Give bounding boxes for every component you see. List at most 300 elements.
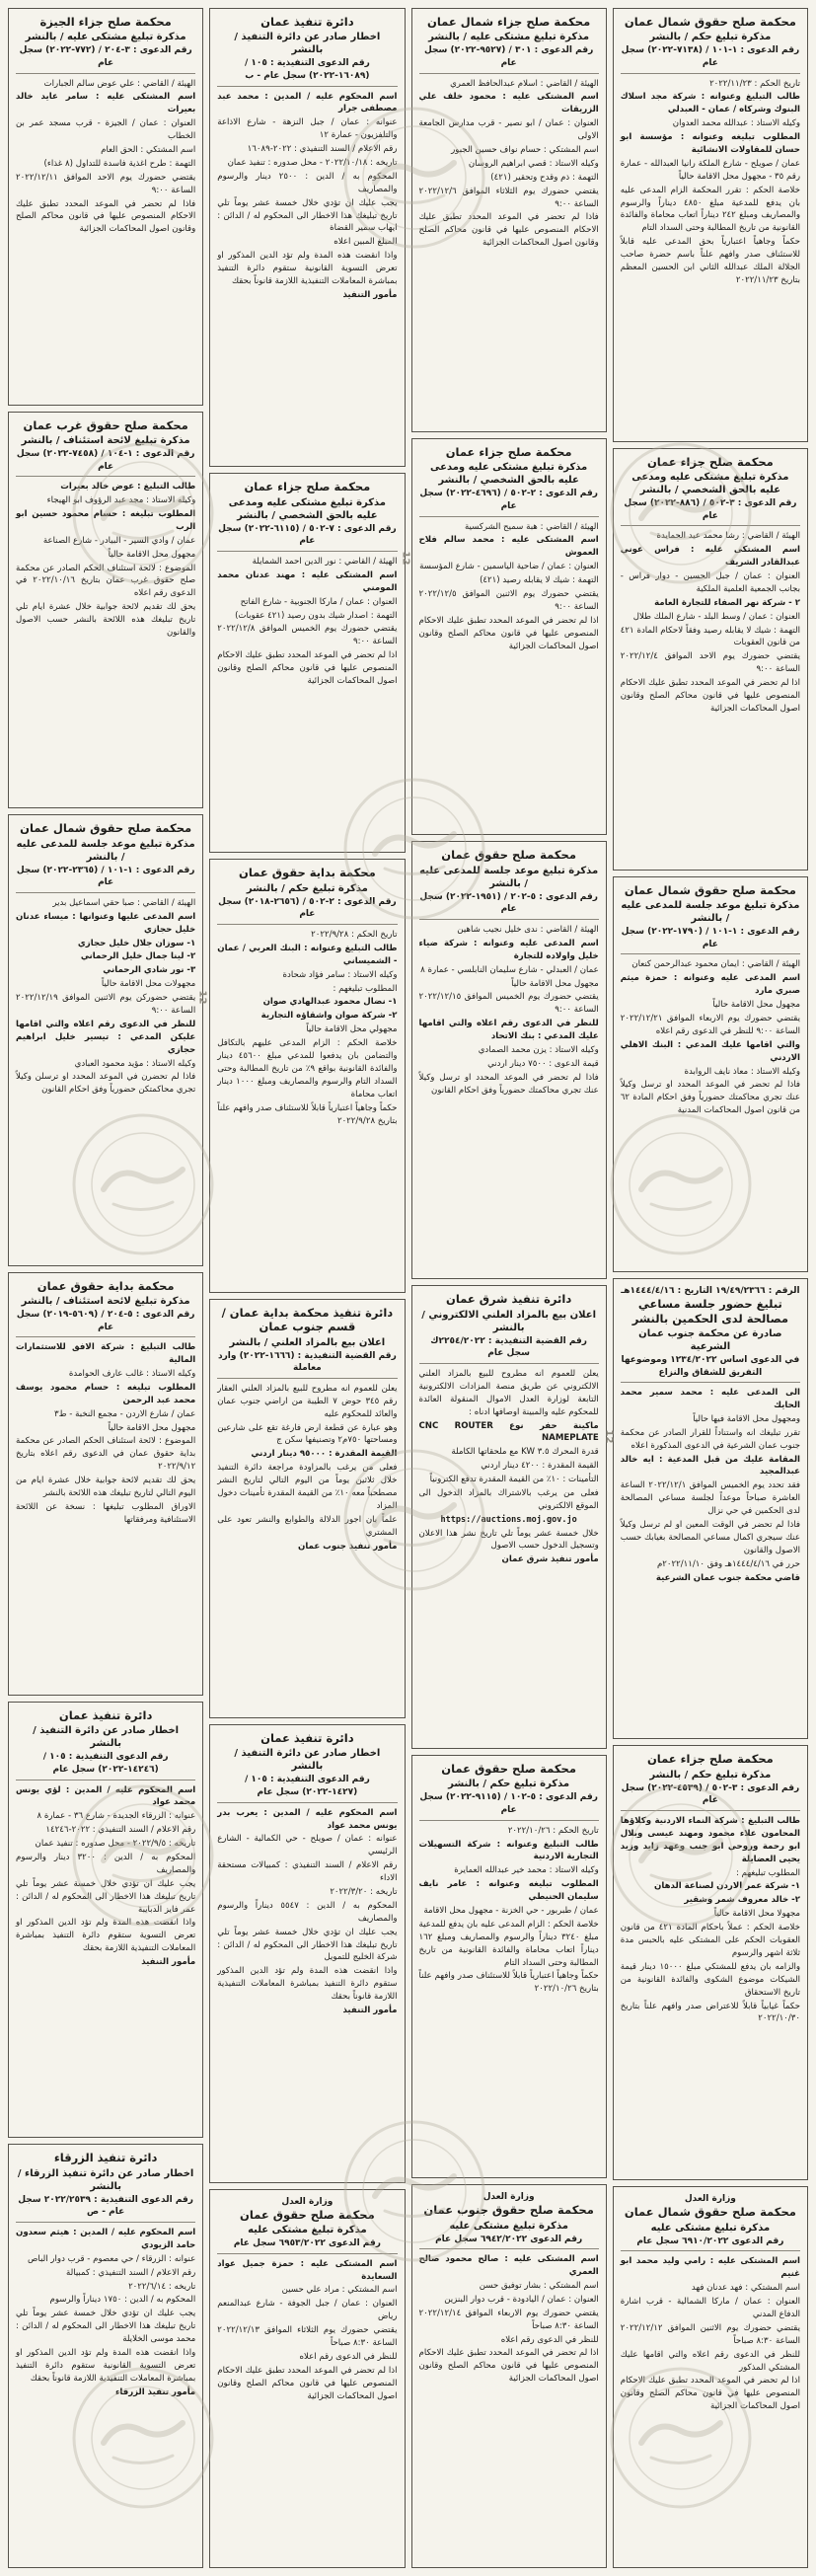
- case-number: رقم الدعوى : ٣-٢٠٤ / (٧٧٢-٢٠٢٢) سجل عام: [16, 44, 195, 73]
- notice-line: الموضوع : لائحة استئناف الحكم الصادر عن محكمة بداية حقوق عمان في الدعوى رقم اعلاه بتاريخ ٢٠٢٢/٩/١٢: [16, 1436, 196, 1473]
- notice-line: اذا لم تحضر في الموعد المحدد تطبق عليك الاحكام المنصوص عليها في قانون محاكم الصلح وقانون اصول المحاكمات الجزائية: [418, 2348, 599, 2385]
- notice-line: المطلوب تبليغهم :: [735, 1867, 800, 1878]
- notice-line: رقم الاعلام / السند التنفيذي : كمبيالة: [65, 2267, 196, 2278]
- notice-line: ١- نضال محمود عبدالهادي صوان: [262, 997, 398, 1008]
- court-name: دائرة تنفيذ عمان: [260, 15, 354, 29]
- case-number: رقم الدعوى التنفيذية : ٢٠٢٢/٢٥٣٩ سجل عام - ص: [16, 2194, 195, 2223]
- notice-line: وكيله الاستاذ : مؤيد محمود العبادي: [74, 1058, 196, 1069]
- court-name: محكمة صلح جزاء عمان: [445, 445, 572, 460]
- legal-notice: [209, 1299, 405, 1718]
- ministry-label: وزارة العدل: [281, 2196, 334, 2207]
- notice-line: خلاصة الحكم : تقرر المحكمة الزام المدعى عليه بان يدفع للمدعية مبلغ ٤٨٥٠ ديناراً والرسوم والمصاريف ومبلغ ٢٤٢ ديناراً اتعاب محاماة والفائدة القانونية من تاريخ المطالبة وحتى السداد التام: [620, 185, 800, 234]
- notice-line: المطلوب تبليغهم :: [333, 983, 398, 994]
- legal-notice: [209, 859, 405, 1293]
- columns: [8, 8, 808, 2568]
- court-name: محكمة صلح جزاء عمان: [646, 1752, 774, 1767]
- notice-line: المطلوب تبليغه وعنوانه : عامر نايف سليمان الحنيطي: [418, 1879, 599, 1903]
- notice-body: [16, 2227, 195, 2399]
- notice-line: المطلوب تبليغه وعنوانه : مؤسسة ابو حسان للمقاولات الانشائية: [620, 132, 800, 156]
- notice-line: فاذا لم تحضرن في الموعد المحدد او ترسلن وكيلاً تجري محاكمتكن حضورياً وفق احكام القانون: [16, 1072, 196, 1096]
- case-number: رقم الدعوى : ٥-٢٠٤ / (٥٦٠٩-٢٠١٩) سجل عام: [16, 1309, 195, 1337]
- notice-body: [621, 958, 800, 1117]
- notice-line: الهيئة / القاضي : ندى خليل نجيب شاهين: [457, 924, 599, 935]
- notice-type: مذكرة تبليغ حكم / بالنشر: [448, 1779, 570, 1790]
- legal-notice: [411, 438, 607, 835]
- legal-notice: [8, 8, 203, 406]
- notice-line: اسم المحكوم عليه / المدين : لؤي يونس محمد عواد: [16, 1784, 196, 1808]
- legal-notice: [613, 1745, 808, 2180]
- notice-line: العنوان : عمان / جبل الحسين - دوار فراس - بجانب الجمعية العلمية الملكية: [620, 571, 800, 594]
- notice-line: اسم المشتكي : فهد عدنان فهد: [691, 2283, 800, 2294]
- notice-line: اسم المشتكى عليه : حمزة جميل عواد السعايدة: [217, 2258, 398, 2282]
- notice-line: اسم المشتكي : بشار توفيق حسن: [479, 2281, 599, 2292]
- legal-notice: [613, 1278, 808, 1739]
- notice-line: ماكينة حفر نوع CNC ROUTER NAMEPLATE: [418, 1420, 599, 1444]
- notice-line: يقتضي حضورك يوم الثلاثاء الموافق ٢٠٢٢/١٢/٦ الساعة ٩:٠٠: [418, 186, 599, 209]
- notice-line: العنوان : عمان / جبل الجوفة - شارع عبدالمنعم رياض: [217, 2299, 398, 2322]
- page-number-mark: 12: [603, 1429, 615, 1444]
- notice-type: مذكرة تبليغ حكم / بالنشر: [649, 32, 772, 43]
- notice-line: التهمة : ذم وقدح وتحقير (٤٢١): [490, 172, 599, 183]
- notice-type: مذكرة تبليغ مشتكى عليه / بالنشر: [25, 32, 186, 43]
- notice-line: يجب عليك ان تؤدي خلال خمسة عشر يوماً تلي تاريخ تبليغك هذا الاخطار الى المحكوم له / الدائن : شركة الخليج للتمويل: [217, 1927, 398, 1963]
- notice-line: ٢ - شركة نهر الصفاء للتجارة العامة: [654, 597, 800, 608]
- court-name: محكمة صلح حقوق شمال عمان: [20, 821, 192, 836]
- notice-line: طالب التبليغ : عوض خالد بعيرات: [60, 482, 196, 492]
- notice-line: واذا انقضت هذه المدة ولم تؤد الدين المذكور او تعرض التسوية القانونية ستقوم دائرة التنفيذ بمباشرة المعاملات التنفيذية اللازمة قانوناً بحقك: [217, 251, 398, 287]
- court-name: محكمة بداية حقوق عمان: [37, 1278, 175, 1293]
- notice-line: فاذا لم تحضر في الموعد المحدد او ترسل وكيلاً عنك تجري محاكمتك حضورياً وفق احكام المادة ٦٢ من قانون اصول المحاكمات المدنية: [620, 1080, 800, 1116]
- case-number: رقم الدعوى : ٥-٢٠٢ / (١٩٥١-٢٠٢٢) سجل عام: [419, 891, 599, 920]
- court-name: محكمة صلح حقوق غرب عمان: [23, 417, 188, 432]
- page-number-mark: 12: [196, 990, 208, 1005]
- notice-line: اذا لم تحضر في الموعد المحدد تطبق عليك الاحكام المنصوص عليها في قانون محاكم الصلح وقانون اصول المحاكمات الجزائية: [418, 615, 599, 651]
- court-name: محكمة صلح حقوق عمان: [441, 1762, 576, 1777]
- notice-line: يقتضي حضورك يوم الاثنين الموافق ٢٠٢٢/١٢/١٢ الساعة ٨:٣٠ صباحاً: [620, 2322, 800, 2346]
- notice-line: القيمة المقدرة : ٤٢٠٠ دينار اردني: [481, 1461, 599, 1472]
- notice-line: قاضي محكمة جنوب عمان الشرعية: [655, 1572, 800, 1583]
- notice-line: فعلى من يرغب بالاشتراك بالمزاد الدخول الى الموقع الالكتروني: [418, 1488, 599, 1511]
- notice-line: رقم الاعلام / السند التنفيذي : كمبيالات مستحقة الاداء: [217, 1860, 398, 1884]
- case-number: رقم الدعوى التنفيذية : ١٠٥ / (١٤٢٧-٢٠٢٢) سجل عام: [217, 1774, 397, 1802]
- notice-line: الموضوع : لائحة استئناف الحكم الصادر عن محكمة صلح حقوق غرب عمان بتاريخ ٢٠٢٢/١٠/١٦ في الدعوى رقم اعلاه: [16, 563, 196, 599]
- notice-line: واذا انقضت هذه المدة ولم تؤد الدين المذكور او تعرض التسوية ستقوم دائرة التنفيذ بمباشرة المعاملات التنفيذية اللازمة بحقك: [16, 1918, 196, 1954]
- notice-body: [217, 556, 397, 688]
- notice-line: وكيله الاستاذ : مجد عبد الرؤوف ابو الهيجاء: [46, 495, 196, 506]
- notice-line: مأمور التنفيذ: [342, 289, 398, 300]
- court-name: محكمة صلح حقوق شمال عمان: [624, 15, 796, 29]
- notice-line: تاريخه : ٢٠٢٢/١٠/١٨ - محل صدوره : تنفيذ عمان: [227, 158, 398, 169]
- notice-body: [16, 78, 195, 237]
- notice-line: عمان / صويلح - شارع الملكة رانيا العبدالله - عمارة رقم ٣٥ - مجهول محل الاقامة حالياً: [620, 158, 800, 182]
- notice-line: التهمة : شيك لا يقابله رصيد (٤٢١): [480, 575, 599, 586]
- page-number-mark: 12: [400, 551, 411, 566]
- notice-line: عنوانه : عمان / جبل النزهة - شارع الاذاعة والتلفزيون - عمارة ١٢: [217, 117, 398, 141]
- notice-line: يقتضي حضورك يوم الخميس الموافق ٢٠٢٢/١٢/١٥ الساعة ٩:٠٠: [418, 992, 599, 1016]
- case-number: رقم الدعوى : ١-١٠١ / (٢٣٦٥-٢٠٢٢) سجل عام: [16, 865, 195, 893]
- notice-line: اسم المشتكي : الحق العام: [101, 145, 196, 156]
- legal-notice: [8, 412, 203, 809]
- notice-type: مذكرة تبليغ مشتكى عليه: [449, 2220, 568, 2232]
- notice-line: واذا انقضت هذه المدة ولم تؤد الدين المذكور او تعرض التسوية القانونية ستقوم دائرة التنفيذ بمباشرة المعاملات التنفيذية اللازمة قانوناً بحقك: [16, 2348, 196, 2384]
- notice-body: [16, 897, 195, 1097]
- notice-line: المحكوم به / الدين : ٣٢٠٠ دينار والرسوم والمصاريف: [16, 1853, 196, 1875]
- notice-line: يقتضي حضوركن يوم الاثنين الموافق ٢٠٢٢/١٢/١٩ الساعة ٩:٠٠: [16, 993, 196, 1016]
- legal-notice: [613, 2186, 808, 2568]
- notice-line: وكيله الاستاذ : غالب عارف الحوامدة: [68, 1368, 196, 1379]
- notice-line: يجب عليك ان تؤدي خلال خمسة عشر يوماً تلي تاريخ تبليغك هذا الاخطار الى المحكوم له / الدائن : محمد موسى الخلايلة: [16, 2309, 196, 2345]
- notice-line: مجهولي محل الاقامة حالياً: [306, 1024, 398, 1035]
- notice-type: صادرة عن محكمة جنوب عمان الشرعية: [638, 1327, 782, 1352]
- notice-line: للنظر في الدعوى رقم اعلاه والتي اقامها عليك المشتكي المذكور: [620, 2349, 800, 2373]
- notice-line: ١- شركة عمر الاردن لصناعة الدهان: [654, 1881, 800, 1892]
- notice-line: اسم المشتكى عليه : فراس عوني عبدالقادر الشريف: [620, 545, 800, 568]
- notice-column: [209, 8, 405, 2568]
- case-number: رقم الدعوى : ٣٠١ / (٩٥٢٧-٢٠٢٢) سجل عام: [419, 44, 599, 73]
- notice-body: [217, 1383, 397, 1553]
- notice-type: مذكرة تبليغ مشتكى عليه ومدعى عليه بالحق الشخصي / بالنشر: [228, 496, 386, 521]
- notice-line: المقامة عليك من قبل المدعية : ايه خالد عبدالمجيد: [620, 1454, 800, 1477]
- case-number: رقم القضية التنفيذية : (١٦٦٦-٢٠٢٢) وارد معاملة: [217, 1350, 397, 1379]
- case-number: رقم الدعوى : ٣-٥٠٢ / (٨٨٦-٢٠٢٢) سجل عام: [621, 497, 800, 526]
- notice-line: اسم المشتكى عليه : محمود خلف علي الزريقات: [418, 92, 599, 115]
- court-name: محكمة صلح جزاء شمال عمان: [427, 15, 591, 29]
- notice-line: يقتضي حضورك يوم الاربعاء الموافق ٢٠٢٢/١٢/١٤ الساعة ٨:٣٠ صباحاً: [418, 2308, 599, 2331]
- notice-line: الهيئة / القاضي : ايمان محمود عبدالرحمن كنعان: [631, 959, 800, 970]
- notice-line: طالب التبليغ وعنوانه : شركة التسهيلات التجارية الاردنية: [418, 1839, 599, 1862]
- case-number: رقم القضية التنفيذية : ٢٢٥٤/٢٠٢٢ك سجل عام: [419, 1335, 599, 1364]
- notice-line: طالب التبليغ وعنوانه : شركة مجد اسلاك البنوك وشركاه / عمان - العبدلي: [620, 92, 800, 115]
- notice-line: قدرة المحرك ٣.٥ KW مع ملحقاتها الكاملة: [451, 1447, 599, 1458]
- notice-line: خلاصة الحكم : الزام المدعى عليهم بالتكافل والتضامن بان يدفعوا للمدعي مبلغ ٤٥٦٠٠ دينار والفائدة القانونية بواقع ٩٪ من تاريخ المطالبة وحتى السداد التام والرسوم والمصاريف ومبلغ ١٠٠٠ دينار اتعاب محاماة: [217, 1038, 398, 1099]
- case-number: رقم الدعوى : ٢-٥٠٢ / (٤٦٩٦-٢٠٢٢) سجل عام: [419, 488, 599, 516]
- notice-line: اذا لم تحضر في الموعد المحدد تطبق عليك الاحكام المنصوص عليها في قانون محاكم الصلح وقانون اصول المحاكمات الجزائية: [620, 2376, 800, 2412]
- notice-line: التأمينات : ١٠٪ من القيمة المقدرة تدفع الكترونياً: [429, 1475, 599, 1485]
- notice-line: اسم المشتكى عليه : مهند عدنان محمد المومني: [217, 569, 398, 593]
- notice-line: مأمور تنفيذ الزرقاء: [114, 2387, 196, 2397]
- court-name: دائرة تنفيذ محكمة بداية عمان / قسم جنوب عمان: [221, 1305, 394, 1334]
- notice-line: عمان / العبدلي - شارع سليمان النابلسي - عمارة ٨: [420, 964, 599, 975]
- notice-line: يقتضي حضورك يوم الاحد الموافق ٢٠٢٢/١٢/٤ الساعة ٩:٠٠: [620, 651, 800, 675]
- notice-type: اخطار صادر عن دائرة تنفيذ الزرقاء / بالنشر: [17, 2167, 194, 2192]
- notice-line: ٢- خالد معروف شمر وشقير: [684, 1895, 800, 1906]
- court-name: محكمة صلح جزاء عمان: [244, 480, 371, 494]
- notice-line: عنوانه : الزرقاء الجديدة - شارع ٣٦ - عمارة ٨: [37, 1811, 196, 1822]
- case-number: رقم الدعوى ٦٩٤٢/٢٠٢٢ سجل عام: [419, 2234, 599, 2250]
- court-name: دائرة تنفيذ عمان: [260, 1731, 354, 1746]
- notice-line: اسم المدعى عليه وعنوانه : حمزة ميثم صبري مارد: [620, 973, 800, 997]
- notice-line: فعلى من يرغب بالمزاودة مراجعة دائرة التنفيذ خلال ثلاثين يوماً من اليوم التالي لتاريخ النشر مصطحباً معه ١٠٪ من القيمة المقدرة تأمينات دخول المزاد: [217, 1463, 398, 1511]
- notice-line: علماً بان اجور الدلالة والطوابع والنشر تعود على المشتري: [217, 1514, 398, 1538]
- notice-line: خلال خمسة عشر يوماً تلي تاريخ نشر هذا الاعلان وتسجيل الدخول حسب الاصول: [418, 1528, 599, 1552]
- notice-line: حكماً وجاهياً اعتبارياً بحق المدعى عليه قابلاً للاستئناف صدر وافهم علناً باسم حضرة صاحب الجلالة الملك عبدالله الثاني ابن الحسين المعظم بتاريخ ٢٠٢٢/١١/٢٣: [620, 237, 800, 285]
- notice-line: العنوان : عمان / ضاحية الياسمين - شارع المؤسسة: [419, 562, 599, 572]
- court-name: محكمة صلح حقوق جنوب عمان: [423, 2203, 594, 2218]
- notice-line: والتي اقامها عليك المدعي : البنك الاهلي الاردني: [620, 1039, 800, 1063]
- notice-line: تاريخه : ٢٠٢٢/٣/٢٠: [330, 1887, 398, 1897]
- legal-notice: [8, 814, 203, 1265]
- notice-line: اسم المشتكي : مراد علي حسين: [281, 2285, 398, 2296]
- notice-line: خلاصة الحكم : عملاً باحكام المادة ٤٢١ من قانون العقوبات الحكم على المشتكى عليه بالحبس مدة ثلاثة اشهر والرسوم: [620, 1923, 800, 1958]
- notice-line: الهيئة / القاضي : هبة سميح الشركسية: [464, 521, 599, 532]
- notice-body: [16, 481, 195, 640]
- notice-type: مذكرة تبليغ حكم / بالنشر: [246, 882, 368, 894]
- notice-type: مذكرة تبليغ موعد جلسة للمدعى عليه / بالنشر: [16, 838, 195, 863]
- notice-line: عنوانه : عمان / صويلح - حي الكمالية - الشارع الرئيسي: [217, 1834, 398, 1857]
- court-name: دائرة تنفيذ الزرقاء: [53, 2151, 158, 2165]
- legal-notice: [209, 2189, 405, 2569]
- notice-line: طالب التبليغ وعنوانه : البنك العربي / عمان - الشميساني: [217, 943, 398, 966]
- notice-line: مأمور التنفيذ: [342, 2006, 398, 2016]
- notice-line: اسم المحكوم عليه / المدين : هيثم سعدون حامد الزيودي: [16, 2228, 196, 2250]
- court-name: دائرة تنفيذ شرق عمان: [446, 1292, 572, 1307]
- notice-body: [419, 78, 599, 251]
- notice-column: [613, 8, 808, 2568]
- notice-line: للنظر في الدعوى رقم اعلاه والتي اقامها عليك المدعي : بنك الاتحاد: [418, 1019, 599, 1042]
- notice-line: اسم المحكوم عليه / المدين : يعرب بدر يونس محمد عواد: [217, 1807, 398, 1831]
- notice-line: فاذا لم تحضر في الموعد المحدد تطبق عليك الاحكام المنصوص عليها في قانون محاكم الصلح وقانون اصول المحاكمات الجزائية: [418, 212, 599, 249]
- notice-line: المحكوم به / الدين : ٥٥٤٧ ديناراً والرسوم والمصاريف: [217, 1900, 398, 1924]
- notice-line: تقرر تبليغك انه واستناداً للقرار الصادر عن محكمة جنوب عمان الشرعية في الدعوى المذكورة اعلاه: [620, 1427, 800, 1451]
- notice-body: [621, 1387, 800, 1584]
- case-number: رقم الدعوى : ٢-٥٠٢ / (٢٦٥٦-٢٠١٨) سجل عام: [217, 896, 397, 925]
- notice-body: [621, 78, 800, 287]
- notice-line: الهيئة / القاضي : رشا محمد عيد الحمايدة: [656, 531, 800, 542]
- notice-line: يقتضي حضورك يوم الثلاثاء الموافق ٢٠٢٢/١٢/١٣ الساعة ٨:٣٠ صباحاً: [217, 2325, 398, 2348]
- notice-line: المحكوم به / الدين : ٢٥٠٠ دينار والرسوم والمصاريف: [217, 171, 398, 194]
- court-name: محكمة صلح حقوق عمان: [441, 848, 576, 863]
- notice-column: [411, 8, 607, 2568]
- notice-line: مجهول محل الاقامة حالياً: [108, 549, 196, 560]
- notice-line: فقد تحدد يوم الخميس الموافق ٢٠٢٢/١٢/١ الساعة العاشرة صباحاً موعداً لجلسة مساعي المصالحة لدى الحكمين في حي نزال: [620, 1480, 800, 1517]
- court-name: محكمة صلح حقوق عمان: [240, 2207, 375, 2222]
- ministry-label: الرقم : ١٩/٤٩/٢٣٦٦ التاريخ : ١٤٤٤/٤/١٦هـ: [621, 1286, 800, 1297]
- legal-notice: [613, 448, 808, 871]
- legal-notice: [411, 1285, 607, 1749]
- notice-line: العنوان : عمان / وسط البلد - شارع الملك طلال: [632, 611, 800, 622]
- notice-line: يقتضي حضورك يوم الاربعاء الموافق ٢٠٢٢/١٢/٢١ الساعة ٩:٠٠ للنظر في الدعوى رقم اعلاه: [620, 1013, 800, 1036]
- notice-body: [621, 1815, 800, 2025]
- notice-line: تاريخه : ٢٠٢٢/٦/١٤: [128, 2281, 196, 2292]
- court-name: محكمة صلح جزاء عمان: [646, 454, 774, 469]
- notice-line: تاريخه : ٢٠٢٢/٩/٥ - محل صدوره : تنفيذ عمان: [35, 1839, 196, 1850]
- case-number: رقم الدعوى : ١-١٠٤ / (٧٤٥٨-٢٠٢٢) سجل عام: [16, 448, 195, 477]
- case-number: رقم الدعوى التنفيذية : ١٠٥ / (١٤٢٤٦-٢٠٢٢) سجل عام: [16, 1751, 195, 1780]
- notice-line: العنوان : عمان / ابو نصير - قرب مدارس الجامعة الاولى: [418, 118, 599, 142]
- legal-notice: [613, 876, 808, 1272]
- case-number: رقم الدعوى ٦٩٥٣/٢٠٢٢ سجل عام: [217, 2237, 397, 2254]
- notice-line: عمان / شارع الاردن - مجمع النخبة - ط٣: [53, 1408, 196, 1419]
- notice-line: المطلوب تبليغه : حسام محمود حسين ابو الرب: [16, 508, 196, 532]
- notice-line: القيمة المقدرة : ٩٥٠٠٠ دينار اردني: [251, 1449, 398, 1460]
- notice-line: يحق لك تقديم لائحة جوابية خلال عشرة ايام تلي تاريخ تبليغك هذه اللائحة بالنشر حسب الاصول والقانون: [16, 602, 196, 638]
- notice-type: مذكرة تبليغ موعد جلسة للمدعى عليه / بالنشر: [621, 900, 800, 925]
- notice-body: [419, 2253, 599, 2386]
- case-number: رقم الدعوى : ١-١٠١ / (٧١٣٨-٢٠٢٢) سجل عام: [621, 44, 800, 73]
- case-number: رقم الدعوى ٦٩١٠/٢٠٢٢ سجل عام: [621, 2235, 800, 2252]
- notice-type: اعلان بيع بالمزاد العلني الالكتروني / بالنشر: [421, 1309, 597, 1333]
- notice-body: [419, 924, 599, 1098]
- notice-line: العنوان : عمان / الجيزة - قرب مسجد عمر بن الخطاب: [16, 118, 196, 142]
- notice-line: يقتضي حضورك يوم الاحد الموافق ٢٠٢٢/١٢/١١ الساعة ٩:٠٠: [16, 172, 196, 195]
- notice-line: وكيله الاستاذ : قصي ابراهيم الروسان: [468, 158, 599, 169]
- notice-line: الى المدعى عليه : محمد سمير محمد الحايك: [620, 1388, 800, 1411]
- notice-body: [621, 2255, 800, 2413]
- court-name: محكمة صلح حقوق شمال عمان: [624, 882, 796, 897]
- notice-line: الاوراق المطلوب تبليغها : نسخة عن اللائحة الاستئنافية ومرفقاتها: [16, 1501, 196, 1525]
- notice-body: [419, 1825, 599, 1997]
- notice-line: الهيئة / القاضي : علي عوض سالم الجبارات: [43, 78, 196, 89]
- notice-line: خلاصة الحكم : الزام المدعى عليه بان يدفع للمدعية مبلغ ٣٢٤٠ ديناراً والرسوم والمصاريف ومبلغ ١٦٢ ديناراً اتعاب محاماة والفائدة القانونية من تاريخ المطالبة وحتى السداد التام: [418, 1919, 599, 1968]
- notice-body: [419, 1368, 599, 1566]
- legal-notice: [411, 2184, 607, 2568]
- case-number: رقم الدعوى : ٥-١٠٢ / (٩١١٥-٢٠٢٢) سجل عام: [419, 1791, 599, 1820]
- notice-type: اخطار صادر عن دائرة التنفيذ / بالنشر: [234, 32, 381, 56]
- notice-line: وكيله الاستاذ : يزن محمد الصمادي: [478, 1044, 599, 1055]
- case-number: في الدعوى اساس ١٢٣٤/٢٠٢٢ وموضوعها التفريق للشقاق والنزاع: [621, 1354, 800, 1383]
- notice-line: يعلن للعموم انه مطروح للبيع بالمزاد العلني العقار رقم ٣٤٥ حوض ٧ الطيبة من اراضي جنوب عمان والعائد للمحكوم عليه: [217, 1383, 398, 1419]
- legal-notice: [613, 8, 808, 442]
- legal-notice: [8, 1702, 203, 2138]
- notice-line: عنوانه : الزرقاء / حي معصوم - قرب دوار الباص: [28, 2253, 196, 2264]
- notice-line: حكماً وجاهياً اعتبارياً قابلاً للاستئناف صدر وافهم علناً بتاريخ ٢٠٢٢/١٠/٢٦: [418, 1971, 599, 1995]
- legal-notice: [411, 841, 607, 1279]
- notice-line: ١- سوزان جلال خليل حجازي: [77, 938, 196, 948]
- notice-type: مذكرة تبليغ لائحة استئناف / بالنشر: [21, 435, 190, 447]
- notice-line: للنظر في الدعوى رقم اعلاه والتي اقامها عليكن المدعي : تيسير خليل ابراهيم حجازي: [16, 1019, 196, 1055]
- case-number: رقم الدعوى : ٣-٥٠٢ / (٤٥٣٩-٢٠٢٢) سجل عام: [621, 1782, 800, 1811]
- notice-line: ٣- نور شادي الرحماني: [103, 965, 196, 976]
- court-name: محكمة صلح حقوق شمال عمان: [624, 2205, 796, 2220]
- notice-line: وكيله الاستاذ : معاذ نايف الروابدة: [684, 1066, 800, 1077]
- notice-line: فاذا لم تحضر في الموعد المحدد تطبق عليك الاحكام المنصوص عليها في قانون محاكم الصلح وقانون اصول المحاكمات الجزائية: [16, 198, 196, 235]
- notice-line: للنظر في الدعوى رقم اعلاه: [299, 2351, 398, 2362]
- court-name: تبليغ حضور جلسة مساعي مصالحة لدى الحكمين بالنشر: [631, 1297, 789, 1326]
- notice-type: مذكرة تبليغ حكم / بالنشر: [649, 1769, 772, 1780]
- notice-line: اذا لم تحضر في الموعد المحدد تطبق عليك الاحكام المنصوص عليها في قانون محاكم الصلح وقانون اصول المحاكمات الجزائية: [217, 2365, 398, 2401]
- notice-line: ٢- لينا جمال خليل الرحماني: [80, 951, 196, 962]
- notice-line: مجهول محل الاقامة حالياً: [712, 1000, 800, 1011]
- notice-line: مجهول محل الاقامة حالياً: [511, 978, 599, 989]
- notice-body: [217, 91, 397, 302]
- notice-line: اسم المدعى عليه وعنوانه : شركة ضياء خليل واولاده للتجارة: [418, 938, 599, 961]
- notice-line: مأمور تنفيذ جنوب عمان: [298, 1541, 398, 1552]
- legal-notice: [8, 2144, 203, 2568]
- notice-line: الهيئة / القاضي : نور الدين احمد الشمايلة: [252, 556, 398, 567]
- notice-line: عمان / طبربور - حي الخزنة - مجهول محل الاقامة: [423, 1906, 599, 1916]
- ministry-label: وزارة العدل: [482, 2192, 535, 2203]
- notice-type: اعلان بيع بالمزاد العلني / بالنشر: [229, 1336, 386, 1348]
- notice-line: يقتضي حضورك يوم الخميس الموافق ٢٠٢٢/١٢/٨ الساعة ٩:٠٠: [217, 624, 398, 647]
- notice-line: التهمة : طرح اغذية فاسدة للتداول (٨ غذاء): [43, 158, 196, 169]
- notice-line: قيمة الدعوى : ٧٥٠٠ دينار اردني: [487, 1058, 599, 1069]
- notice-line: اذا لم تحضر في الموعد المحدد تطبق عليك الاحكام المنصوص عليها في قانون محاكم الصلح وقانون اصول المحاكمات الجزائية: [217, 650, 398, 686]
- notice-line: الهيئة / القاضي : اسلام عبدالحافظ العمري: [450, 78, 599, 89]
- notice-line: رقم الاعلام / السند التنفيذي : ٢٠٢٢-١٦٠٨٩: [247, 144, 398, 155]
- legal-notice: [209, 8, 405, 467]
- notice-line: مجهولا محل الاقامة حالياً: [713, 1909, 800, 1920]
- notice-line: يحق لك تقديم لائحة جوابية خلال عشرة ايام من اليوم التالي لتاريخ تبليغك هذه اللائحة بالنشر: [16, 1476, 196, 1498]
- notice-line: فاذا لم تحضر في الوقت المعين او لم ترسل وكيلاً عنك سيجري اكمال مساعي المصالحة بغيابك حسب الاصول والقانون: [620, 1520, 800, 1555]
- notice-line: https://auctions.moj.gov.jo: [440, 1514, 577, 1525]
- legal-notice: [8, 1272, 203, 1696]
- notice-type: مذكرة تبليغ مشتكى عليه: [650, 2222, 771, 2234]
- case-number: رقم الدعوى التنفيذية : ١٠٥ / (١٦٠٨٩-٢٠٢٢) سجل عام - ب: [217, 57, 397, 86]
- notice-type: مذكرة تبليغ مشتكى عليه ومدعى عليه بالحق الشخصي / بالنشر: [631, 472, 789, 496]
- legal-notice: [411, 8, 607, 432]
- notice-line: يجب عليك ان تؤدي خلال خمسة عشر يوماً تلي تاريخ تبليغك هذا الاخطار الى المحكوم له / الدائن : عمر فايز الدبايبة: [16, 1878, 196, 1915]
- notice-line: عمان / وادي السير - البيادر - شارع الصناعة: [42, 535, 196, 546]
- legal-notice: [209, 1724, 405, 2182]
- notice-line: يجب عليك ان تؤدي خلال خمسة عشر يوماً تلي تاريخ تبليغك هذا الاخطار الى المحكوم له / الدائن : ايهاب سمير القضاة: [217, 197, 398, 234]
- notice-line: اسم المشتكى عليه : صالح محمود صالح العمري: [418, 2254, 599, 2278]
- notice-line: للنظر في الدعوى رقم اعلاه: [500, 2334, 599, 2345]
- notice-line: تاريخ الحكم : ٢٠٢٢/٩/٢٨: [311, 930, 398, 941]
- notice-line: العنوان : عمان / ماركا الجنوبية - شارع الفاتح: [240, 596, 398, 607]
- notice-type: مذكرة تبليغ موعد جلسة للمدعى عليه / بالنشر: [419, 865, 599, 889]
- notice-line: مجهولات محل الاقامة حالياً: [101, 979, 196, 990]
- notice-line: حكماً وجاهياً اعتبارياً قابلاً للاستئناف صدر وافهم علناً بتاريخ ٢٠٢٢/٩/٢٨: [217, 1102, 398, 1126]
- notice-line: المطلوب تبليغه : حسام محمود يوسف محمد عبد الرحمن: [16, 1382, 196, 1405]
- court-name: محكمة صلح جزاء الجيزة: [39, 15, 172, 29]
- notice-line: اسم المحكوم عليه / المدين : محمد عبد مصطفى جرار: [217, 91, 398, 114]
- notice-body: [419, 521, 599, 653]
- notice-line: حرر في ١٤٤٤/٤/١٦هـ وفق ٢٠٢٢/١١/١٠م: [656, 1558, 800, 1569]
- notice-line: مأمور التنفيذ: [141, 1957, 196, 1968]
- notice-line: يقتضي حضورك يوم الاثنين الموافق ٢٠٢٢/١٢/٥ الساعة ٩:٠٠: [418, 589, 599, 612]
- legal-notice: [209, 473, 405, 853]
- notice-line: وهو عبارة عن قطعة ارض فارغة تقع على شارعين ومساحتها ٧٥٠م٢ وتصنيفها سكن ج: [217, 1422, 398, 1446]
- notice-line: وكيله الاستاذ : محمد خير عبدالله العمايرة: [454, 1865, 599, 1876]
- notice-line: ومجهول محل الاقامة فيها حالياً: [693, 1413, 800, 1424]
- notice-column: [8, 8, 203, 2568]
- notice-type: مذكرة تبليغ مشتكى عليه ومدعى عليه بالحق الشخصي / بالنشر: [430, 462, 588, 487]
- case-number: رقم الدعوى : ١-١٠١ / (١٧٩٠-٢٠٢٢) سجل عام: [621, 926, 800, 954]
- notice-line: فاذا لم تحضر في الموعد المحدد او ترسل وكيلاً عنك تجري محاكمتك حضورياً وفق احكام القانون: [418, 1072, 599, 1096]
- notice-line: واذا انقضت هذه المدة ولم تؤد الدين المذكور ستقوم دائرة التنفيذ بمباشرة المعاملات التنفيذية اللازمة قانوناً بحقك: [217, 1966, 398, 2003]
- notice-line: ٢- شركة صوان واشقاؤه التجارية: [260, 1011, 398, 1022]
- notice-line: طالب التبليغ : شركة النماء الاردنية وكلاؤها المحامون علاء محمود ومهند عيسى وبلال ابو رحمة وروحي ابو جنب وعهد زايد وزيد يحيى العضايلة: [620, 1816, 800, 1864]
- notice-body: [217, 1807, 397, 2017]
- notice-type: اخطار صادر عن دائرة التنفيذ / بالنشر: [33, 1725, 180, 1750]
- notice-line: تاريخ الحكم : ٢٠٢٢/١١/٢٣: [709, 78, 800, 89]
- notice-line: المبلغ المبين اعلاه: [334, 237, 398, 248]
- notice-line: طالب التبليغ : شركة الافق للاستثمارات المالية: [16, 1342, 196, 1366]
- notice-line: يعلن للعموم انه مطروح للبيع بالمزاد العلني الالكتروني عن طريق منصة المزادات الالكترونية التابعة لوزارة العدل الاموال المنقولة العائدة للمحكوم عليه والمبينة اوصافها ادناه :: [418, 1368, 599, 1417]
- case-number: رقم الدعوى : ٧-٥٠٢ / (٦١١٥-٢٠٢٢) سجل عام: [217, 523, 397, 552]
- notice-line: اسم المشتكى عليه : محمد سالم فلاح العموش: [418, 535, 599, 559]
- notice-line: العنوان : عمان / ماركا الشمالية - قرب اشارة الدفاع المدني: [620, 2297, 800, 2319]
- notice-line: والزامه بان يدفع للمشتكي مبلغ ١٥٠٠٠ دينار قيمة الشيكات موضوع الشكوى والفائدة القانونية من تاريخ الاستحقاق: [620, 1961, 800, 1998]
- notice-line: وكيله الاستاذ : عبدالله محمد العدوان: [672, 118, 800, 129]
- notice-line: اسم المدعى عليها وعنوانها : ميساء عدنان خليل حجازي: [16, 911, 196, 935]
- notice-line: وكيله الاستاذ : سامر فؤاد شحادة: [282, 969, 398, 980]
- notice-line: تاريخ الحكم : ٢٠٢٢/١٠/٢٦: [507, 1825, 599, 1836]
- notice-line: حكماً غيابياً قابلاً للاعتراض صدر وافهم علناً بتاريخ ٢٠٢٢/١٠/٣٠: [620, 2001, 800, 2024]
- notice-line: الهيئة / القاضي : صبا حقي اسماعيل بدير: [52, 897, 196, 908]
- notice-line: التهمة : شيك لا يقابله رصيد وفقاً لاحكام المادة ٤٢١ من قانون العقوبات: [620, 625, 800, 648]
- notice-line: اسم المشتكى عليه : رامي وليد محمد ابو غنيم: [620, 2256, 800, 2280]
- notice-body: [16, 1341, 195, 1526]
- notice-type: مذكرة تبليغ مشتكى عليه: [248, 2225, 367, 2236]
- court-name: دائرة تنفيذ عمان: [58, 1708, 153, 1723]
- notice-line: اسم المشتكى عليه : سامر عايد خالد بعيرات: [16, 92, 196, 115]
- notice-body: [16, 1784, 195, 1969]
- notice-line: اذا لم تحضر في الموعد المحدد تطبق عليك الاحكام المنصوص عليها في قانون محاكم الصلح وقانون اصول المحاكمات الجزائية: [620, 678, 800, 714]
- legal-notice: [411, 1755, 607, 2178]
- notice-line: مأمور تنفيذ شرق عمان: [501, 1554, 599, 1565]
- notice-line: المحكوم به / الدين : ١٧٥٠ ديناراً والرسوم: [49, 2295, 196, 2306]
